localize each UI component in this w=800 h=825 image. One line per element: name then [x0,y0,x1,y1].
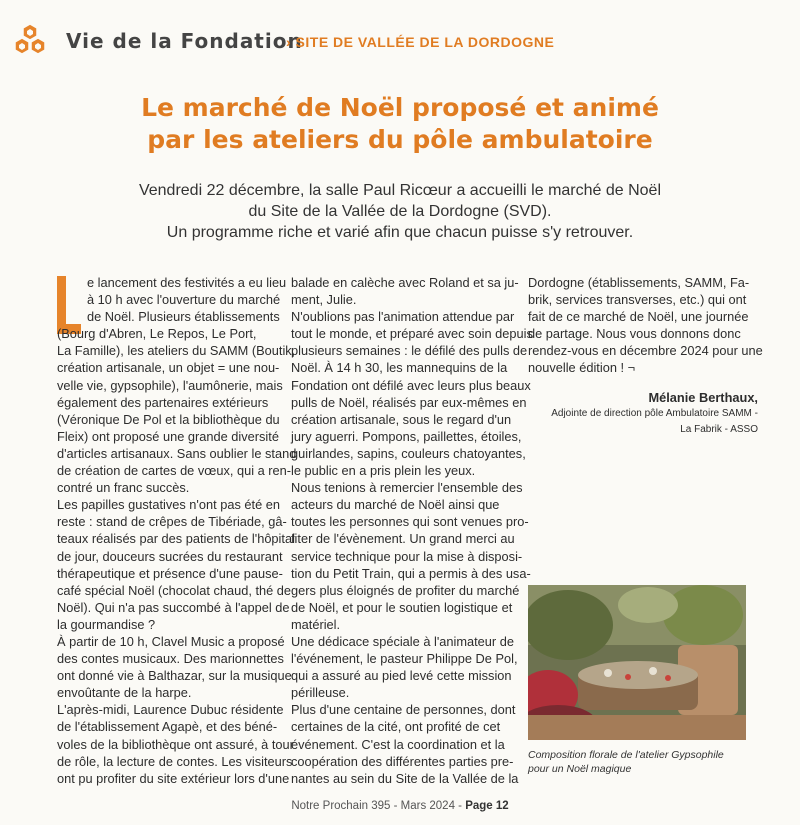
text-line: toutes les personnes qui sont venues pro- [291,514,529,530]
text-line: de partage. Nous vous donnons donc [528,326,741,342]
text-line: Plus d'une centaine de personnes, dont [291,702,516,718]
author-name: Mélanie Berthaux, [648,389,758,405]
text-line: l'événement, le pasteur Philippe De Pol, [291,651,518,667]
text-line: L'après-midi, Laurence Dubuc résidente [57,702,284,718]
text-line: de l'établissement Agapè, et des béné- [57,719,278,735]
text-line: balade en calèche avec Roland et sa ju- [291,275,519,290]
text-line: également des partenaires extérieurs [57,394,269,410]
subsection-title: › SITE DE VALLÉE DE LA DORDOGNE [286,34,555,50]
text-line: Une dédicace spéciale à l'animateur de [291,633,514,649]
text-line: la gourmandise ? [57,616,156,632]
section-title: Vie de la Fondation [66,29,303,53]
text-line: Nous tenions à remercier l'ensemble des [291,480,523,496]
issue-info: Notre Prochain 395 - Mars 2024 - [291,800,466,812]
text-line: brik, services transverses, etc.) qui ont [528,292,747,308]
lead-line: Un programme riche et varié afin que chacun puisse s'y retrouver. [166,224,634,241]
text-line: gers plus éloignés de profiter du marché [291,582,520,598]
text-line: e lancement des festivités a eu lieu [87,275,287,290]
photo-caption [528,748,724,776]
caption-line: Composition florale de l'atelier Gypsophile [528,749,724,761]
text-line: événement. C'est la coordination et la [291,736,505,752]
text-line: À partir de 10 h, Clavel Music a proposé [57,633,285,649]
text-line: coopération des différentes parties pre- [291,753,514,769]
author-role: Adjointe de direction pôle Ambulatoire SAMM - [551,407,758,419]
text-line: Noël). Qui n'a pas succombé à l'appel de [57,599,290,615]
text-line: envoûtante de la harpe. [57,685,192,701]
text-line: de création de cartes de vœux, qui a ren- [57,463,292,479]
text-line: nantes au sein du Site de la Vallée de la [291,770,519,786]
text-line: matériel. [291,616,341,632]
text-line: jury aguerri. Pompons, paillettes, étoiles, [291,428,522,444]
text-line: à 10 h avec l'ouverture du marché [87,292,281,308]
text-line: Noël. À 14 h 30, les mannequins de la [291,360,508,376]
text-line: création artisanale, un objet = une nou- [57,360,280,376]
floral-composition-photo [528,585,746,740]
article-lead [0,180,800,243]
text-line: de Noël, et pour le soutien logistique et [291,599,513,615]
text-line: ont donné vie à Balthazar, sur la musique [57,668,292,684]
text-line: La Famille), les ateliers du SAMM (Boutik, [57,343,296,359]
text-column-2 [291,274,533,787]
text-line: de Noël. Plusieurs établissements [87,309,280,325]
text-line: pulls de Noël, réalisés par eux-mêmes en [291,394,527,410]
text-line: voles de la bibliothèque ont assuré, à tour [57,736,294,752]
text-line: contré un franc succès. [57,480,190,496]
text-column-3 [528,274,763,438]
text-line: fait de ce marché de Noël, une journée [528,309,749,325]
page-footer [0,800,800,812]
text-line: Les papilles gustatives n'ont pas été en [57,497,280,513]
text-column-1 [57,274,297,787]
text-line: velle vie, gypsophile), l'aumônerie, mais [57,377,283,393]
text-line: fiter de l'évènement. Un grand merci au [291,531,515,547]
text-line: de rôle, la lecture de contes. Les visiteurs [57,753,293,769]
title-line: Le marché de Noël proposé et animé [141,93,659,122]
text-line: nouvelle édition ! ¬ [528,360,636,376]
text-line: des contes musicaux. Des marionnettes [57,651,284,667]
text-line: (Véronique De Pol et la bibliothèque du [57,411,280,427]
text-line: reste : stand de crêpes de Tibériade, gâ- [57,514,287,530]
text-line: Fondation ont défilé avec leurs plus beaux [291,377,531,393]
text-line: certaines de la cité, ont profité de cet [291,719,501,735]
text-line: qui a assuré au pied levé cette mission [291,668,512,684]
text-line: N'oublions pas l'animation attendue par [291,309,515,325]
text-line: création artisanale, sous le regard d'un [291,411,512,427]
honeycomb-logo-icon [10,22,50,60]
text-line: rendez-vous en décembre 2024 pour une [528,343,763,359]
text-line: périlleuse. [291,685,350,701]
text-line: de jour, douceurs sucrées du restaurant [57,548,283,564]
article-title [0,92,800,156]
text-line: Fleix) ont proposé une grande diversité [57,428,279,444]
text-line: teaux réalisés par des patients de l'hôpital [57,531,295,547]
text-line: Dordogne (établissements, SAMM, Fa- [528,275,750,290]
text-line: tout le monde, et préparé avec soin depuis [291,326,533,342]
text-line: plusieurs semaines : le défilé des pulls de [291,343,528,359]
text-line: service technique pour la mise à disposi- [291,548,523,564]
text-line: café spécial Noël (chocolat chaud, thé de [57,582,292,598]
text-line: ment, Julie. [291,292,357,308]
text-line: thérapeutique et présence d'une pause- [57,565,283,581]
title-line: par les ateliers du pôle ambulatoire [147,125,653,154]
text-line: (Bourg d'Abren, Le Repos, Le Port, [57,326,257,342]
lead-line: du Site de la Vallée de la Dordogne (SVD). [248,203,552,220]
text-line: guirlandes, sapins, couleurs chatoyantes, [291,445,526,461]
caption-line: pour un Noël magique [528,763,632,775]
page-header [10,22,790,62]
text-line: le public en a pris plein les yeux. [291,463,476,479]
text-line: acteurs du marché de Noël ainsi que [291,497,500,513]
text-line: d'articles artisanaux. Sans oublier le stand [57,445,297,461]
text-line: tion du Petit Train, qui a permis à des usa- [291,565,531,581]
page-number: Page 12 [465,800,509,812]
author-role: La Fabrik - ASSO [680,423,758,435]
lead-line: Vendredi 22 décembre, la salle Paul Ricœur a accueilli le marché de Noël [138,182,662,199]
text-line: ont pu profiter du site extérieur lors d'une [57,770,290,786]
